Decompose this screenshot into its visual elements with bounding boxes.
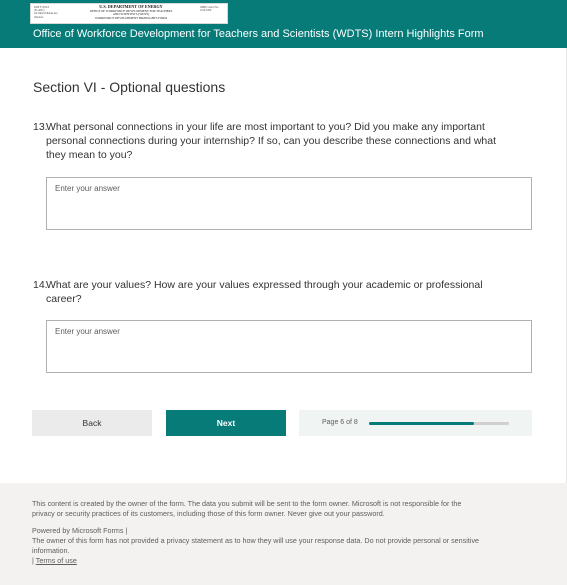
progress-fill: [369, 422, 474, 425]
progress-indicator: [299, 410, 532, 436]
banner-department: U.S. DEPARTMENT OF ENERGY OFFICE OF WORKFORCE DEVELOPMENT FOR TEACHERS AND SCIENTISTS (WDTS) WORKFORCE DEVELOPMENT HIGHLIGHTS FORM: [89, 4, 173, 20]
form-title: Office of Workforce Development for Teachers and Scientists (WDTS) Intern Highlights Form: [33, 28, 484, 40]
terms-of-use-link[interactable]: Terms of use: [35, 556, 77, 565]
section-title: Section VI - Optional questions: [33, 79, 226, 95]
privacy-text: The owner of this form has not provided a privacy statement as to how they will use your response data. Do not provide personal or sensitive information.: [32, 536, 480, 555]
banner-form-number: DOE F 2818.3 (05-2021) All Other Editions Are Obsolete: [34, 6, 58, 19]
question-13: [33, 120, 533, 164]
next-button[interactable]: Next: [166, 410, 286, 436]
powered-by-text: Powered by Microsoft Forms |: [32, 526, 128, 535]
question-number: 13.: [33, 121, 48, 133]
answer-input-14[interactable]: [46, 320, 532, 373]
disclaimer-text: This content is created by the owner of the form. The data you submit will be sent to the form owner. Microsoft is not responsible for the privacy or security practices of its customers, including those of this form owner. Never give out your password.: [32, 499, 462, 518]
form-footer: [32, 499, 537, 566]
form-header: [0, 0, 567, 48]
question-text: What personal connections in your life are most important to you? Did you make any important personal connections during your internship? If so, can you describe these connections and what they mean to you?: [46, 121, 497, 161]
answer-input-13[interactable]: [46, 177, 532, 230]
progress-label: Page 6 of 8: [322, 419, 358, 426]
question-text: What are your values? How are your values expressed through your academic or professional career?: [46, 279, 483, 305]
banner-omb-control: OMB Control No. 1910-5208: [200, 6, 219, 13]
question-number: 14.: [33, 279, 48, 291]
progress-track: [369, 422, 509, 425]
header-banner-image: [30, 3, 228, 24]
back-button[interactable]: Back: [32, 410, 152, 436]
terms-line: | Terms of use: [32, 556, 77, 565]
question-14: [33, 278, 533, 308]
